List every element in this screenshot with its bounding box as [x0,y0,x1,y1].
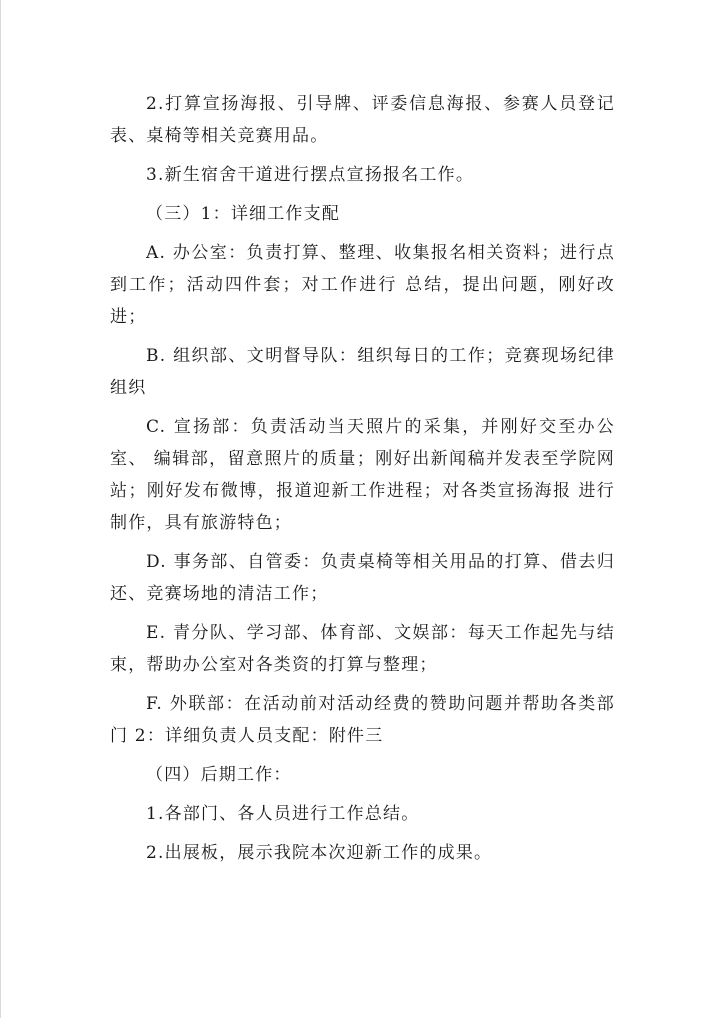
paragraph-external-duties: F. 外联部：在活动前对活动经费的赞助问题并帮助各类部门 2：详细负责人员支配：附件三 [110,694,615,746]
section-heading-later-work: （四）后期工作： [146,765,292,785]
section-heading-work-assignment: （三）1：详细工作支配 [146,204,341,224]
paragraph-prepare-materials: 2.打算宣扬海报、引导牌、评委信息海报、参赛人员登记表、桌椅等相关竞赛用品。 [110,94,615,146]
paragraph-dorm-promotion: 3.新生宿舍干道进行摆点宣扬报名工作。 [146,165,475,185]
document-body [110,88,615,876]
paragraph-organization-duties: B. 组织部、文明督导队：组织每日的工作；竞赛现场纪律组织 [110,346,615,398]
paragraph-work-summary: 1.各部门、各人员进行工作总结。 [146,804,420,824]
paragraph-publicity-duties: C. 宣扬部：负责活动当天照片的采集，并刚好交至办公室、 编辑部，留意照片的质量；刚好出新闻稿并发表至学院网站；刚好发布微博，报道迎新工作进程；对各类宣扬海报 进行制作，具有旅游特色； [110,417,615,533]
paragraph-affairs-duties: D. 事务部、自管委：负责桌椅等相关用品的打算、借去归还、竞赛场地的清洁工作； [110,552,615,604]
paragraph-office-duties: A. 办公室：负责打算、整理、收集报名相关资料；进行点到工作；活动四件套；对工作进行 总结，提出问题，刚好改进； [110,243,615,327]
paragraph-youth-team-duties: E. 青分队、学习部、体育部、文娱部：每天工作起先与结束，帮助办公室对各类资的打算与整理； [110,623,615,675]
paragraph-exhibition-board: 2.出展板，展示我院本次迎新工作的成果。 [146,843,493,863]
